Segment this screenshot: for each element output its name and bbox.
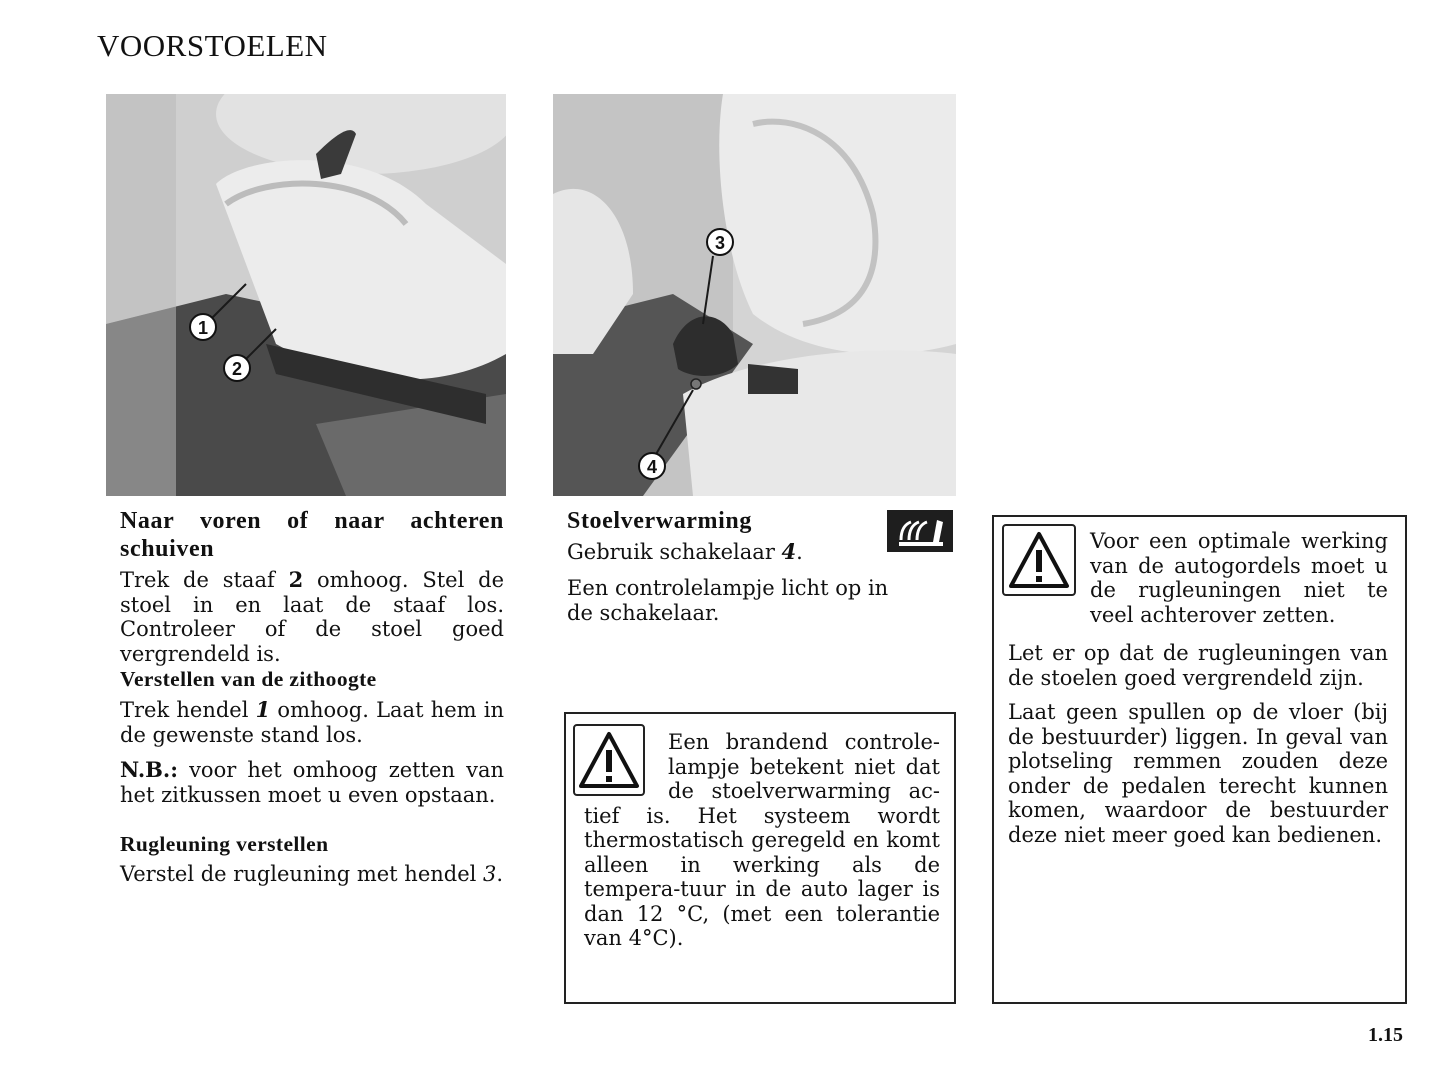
backrest-body-post: . (496, 862, 504, 886)
page-title: VOORSTOELEN (97, 28, 328, 63)
backrest-heading: Rugleuning verstellen (120, 832, 329, 856)
heating-line1-pre: Gebruik schakelaar (567, 540, 782, 564)
heating-warning-text-content: Een brandend controle-lampje betekent niet dat de stoelverwarming ac-tief is. Het systeem wordt thermostatisch geregeld en komt alleen in werking als de tempera-tuur in de auto lager is dan 12 °C, (met een tolerantie van 4°C). (584, 730, 940, 950)
page-number: 1.15 (1368, 1024, 1403, 1046)
height-body-num: 1 (255, 697, 271, 722)
slide-body-post: omhoog. Stel de stoel in en laat de staaf los. Controleer of de stoel goed vergrendeld is. (120, 568, 504, 666)
belt-warning-intro: Voor een optimale werking van de autogordels moet u de rugleuningen niet te veel achterover zetten. (1090, 529, 1388, 627)
backrest-body-num: 3 (483, 862, 497, 886)
height-heading: Verstellen van de zithoogte (120, 667, 377, 691)
seat-photo-middle (553, 94, 956, 496)
heating-line2: Een controlelampje licht op in de schakelaar. (567, 576, 889, 625)
heating-line1-post: . (796, 540, 803, 564)
callout-2: 2 (231, 359, 243, 379)
callout-3: 3 (714, 233, 726, 253)
heating-warning-text (584, 730, 940, 951)
seat-photo-left (106, 94, 506, 496)
heating-heading: Stoelverwarming (567, 508, 752, 534)
height-body (120, 698, 504, 747)
height-note-text: voor het omhoog zetten van het zitkussen moet u even opstaan. (120, 758, 504, 807)
height-body-pre: Trek hendel (120, 698, 256, 722)
seat-heating-icon (887, 510, 953, 552)
backrest-body (120, 862, 504, 887)
belt-warning-box (992, 515, 1407, 1004)
height-note (120, 758, 504, 807)
backrest-body-pre: Verstel de rugleuning met hendel (120, 862, 484, 886)
heating-line1 (567, 540, 867, 565)
height-body-post: omhoog. Laat hem in de gewenste stand los. (120, 698, 504, 747)
callout-4: 4 (646, 457, 658, 477)
callout-1: 1 (197, 318, 209, 338)
height-note-label: N.B.: (120, 757, 178, 782)
slide-heading: Naar voren of naar achteren schuiven (120, 508, 504, 562)
heating-line1-num: 4 (781, 539, 797, 564)
warning-triangle-icon-2 (1002, 524, 1076, 596)
heating-warning-box (564, 712, 956, 1004)
slide-body (120, 568, 504, 666)
slide-body-num: 2 (288, 567, 304, 592)
belt-warning-para2: Laat geen spullen op de vloer (bij de bestuurder) liggen. In geval van plotseling remmen zouden deze onder de pedalen terecht kunnen komen, waardoor de bestuurder deze niet meer goed kan bedienen. (1008, 700, 1388, 847)
belt-warning-para1: Let er op dat de rugleuningen van de stoelen goed vergrendeld zijn. (1008, 641, 1388, 690)
slide-body-pre: Trek de staaf (120, 568, 289, 592)
